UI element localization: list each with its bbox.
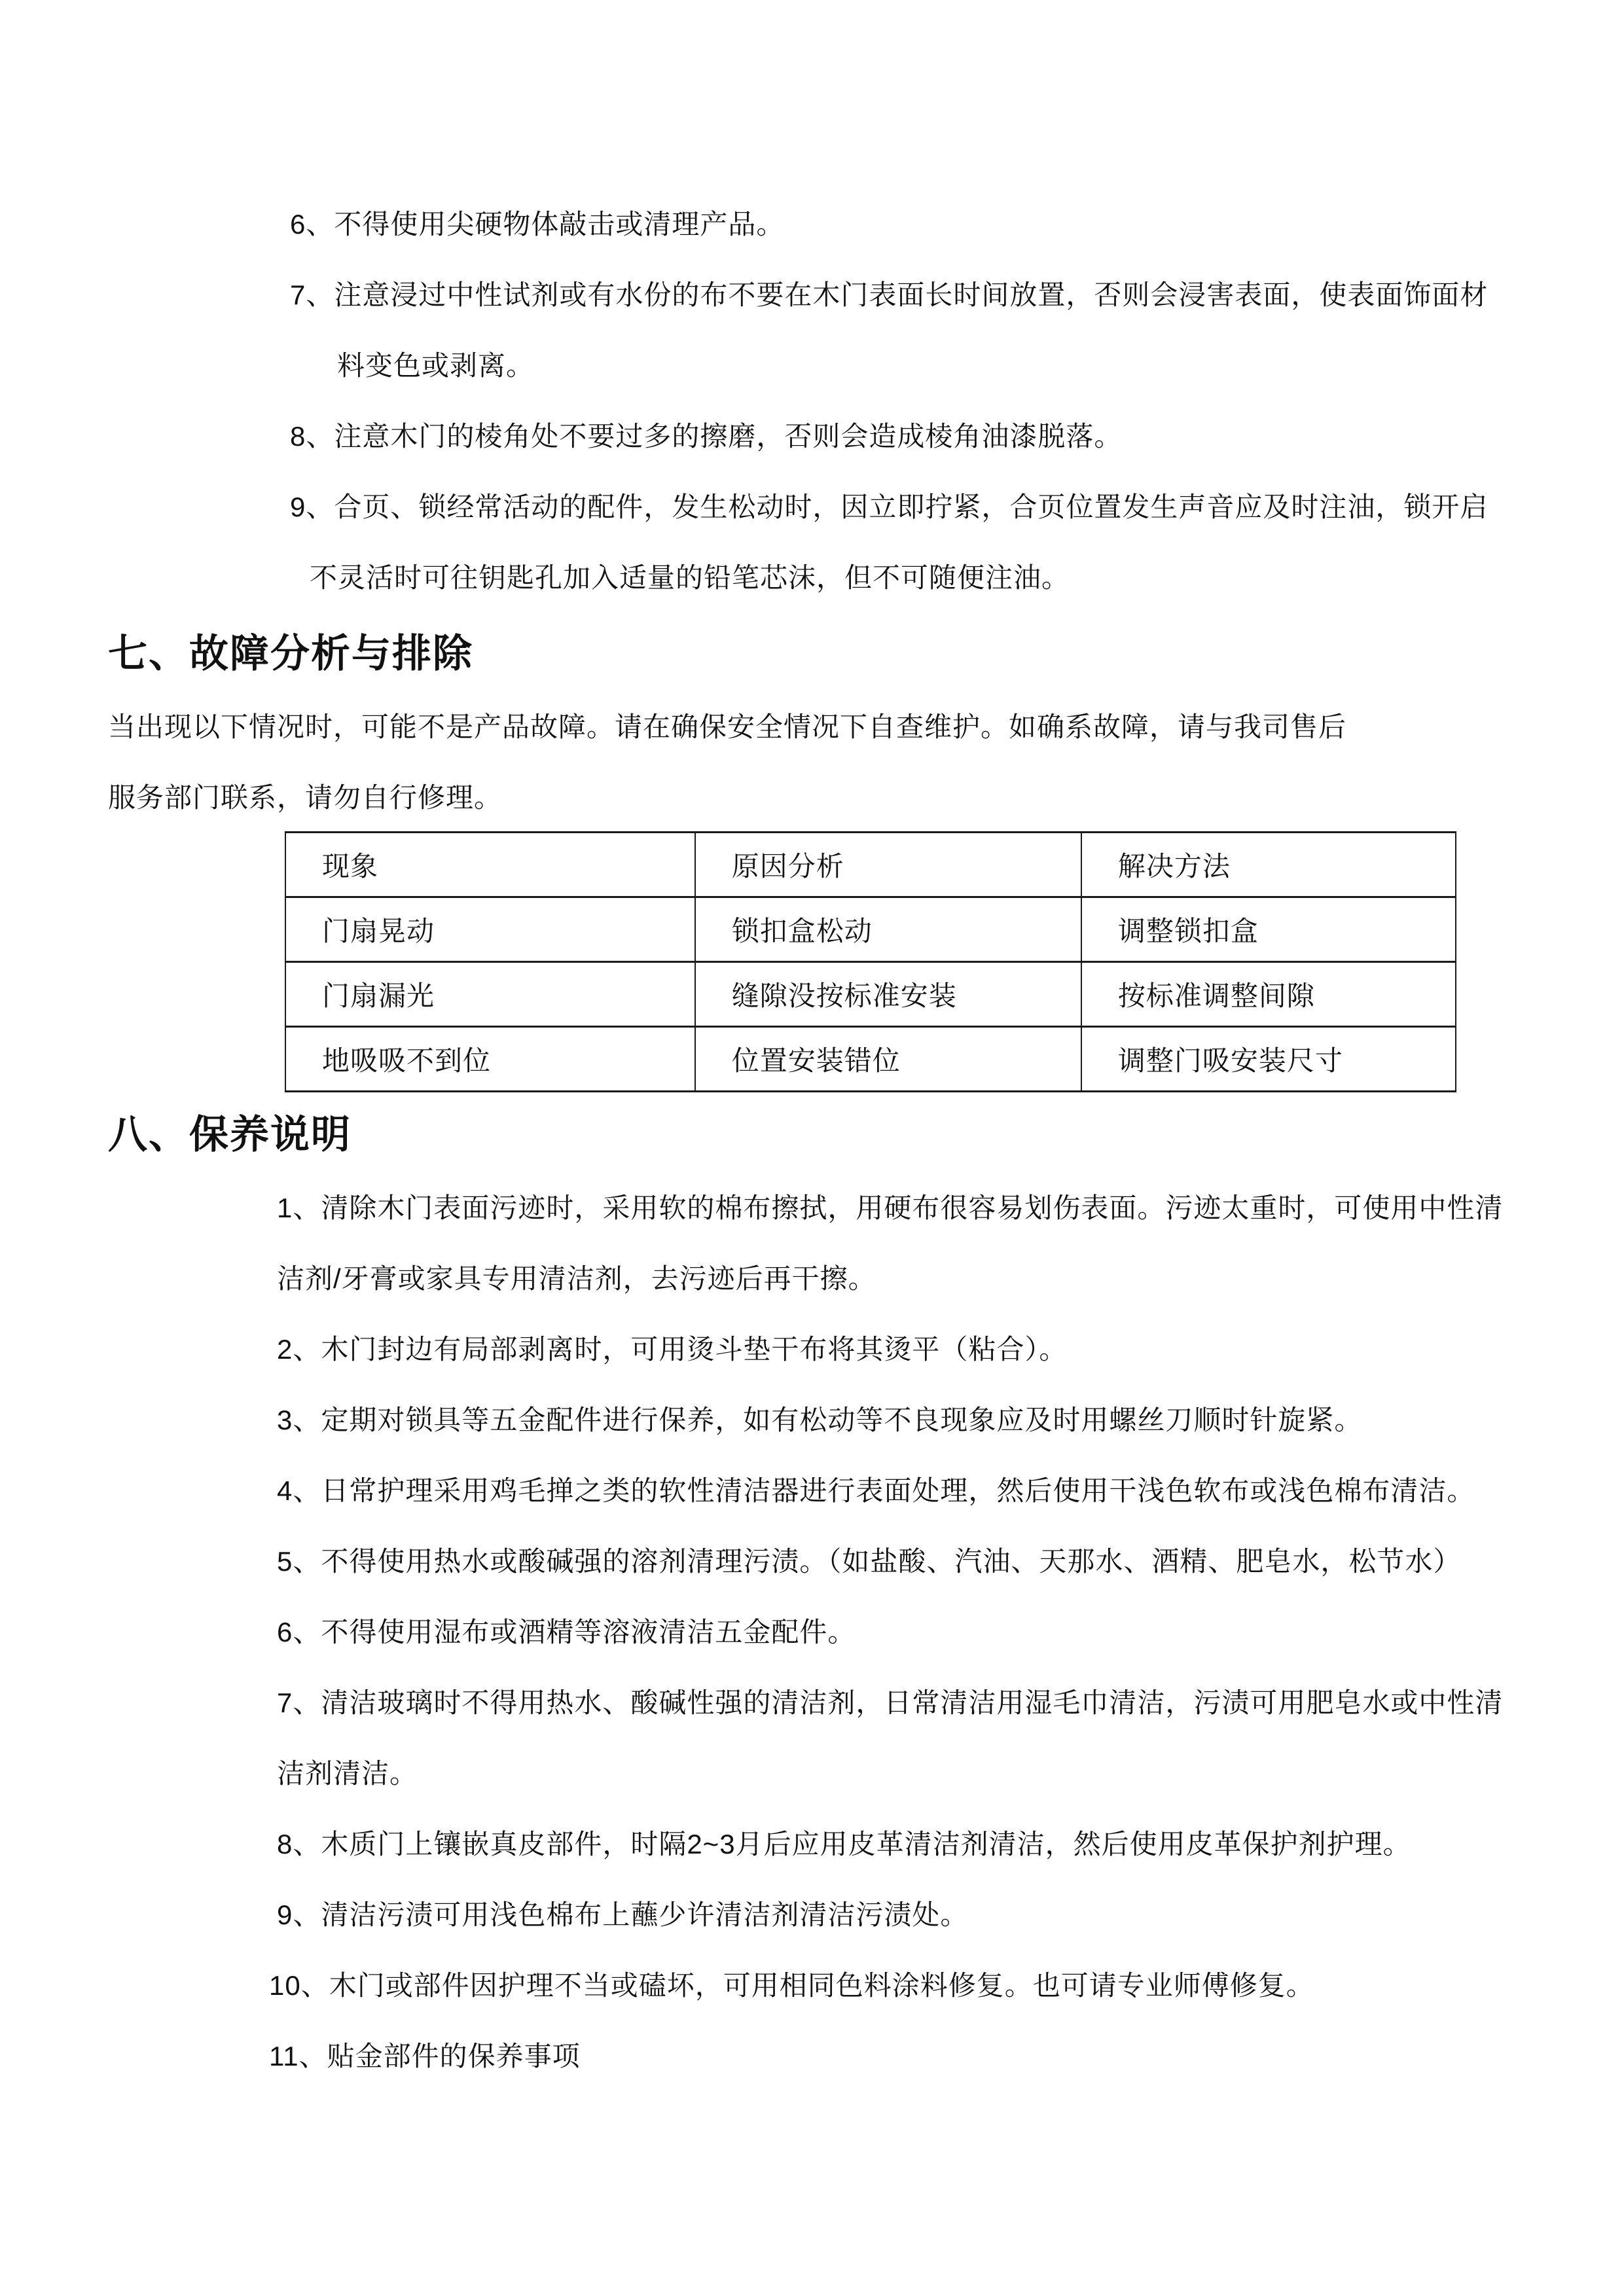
paragraph-line: 当出现以下情况时，可能不是产品故障。请在确保安全情况下自查维护。如确系故障，请与我司售后 bbox=[108, 711, 1347, 742]
list-line bbox=[108, 1454, 1516, 1524]
list-line bbox=[108, 1524, 1516, 1595]
list-line-text: 3、定期对锁具等五金配件进行保养，如有松动等不良现象应及时用螺丝刀顺时针旋紧。 bbox=[277, 1405, 1363, 1435]
fault-table-header bbox=[285, 833, 1456, 897]
header-cell-cause: 原因分析 bbox=[695, 833, 1081, 897]
cell-phenomenon: 地吸吸不到位 bbox=[285, 1027, 695, 1092]
list-line bbox=[108, 187, 1516, 258]
list-line-text: 9、合页、锁经常活动的配件，发生松动时，因立即拧紧，合页位置发生声音应及时注油，锁开启 bbox=[290, 492, 1489, 522]
list-line-text: 11、贴金部件的保养事项 bbox=[269, 2041, 581, 2072]
list-line-text: 2、木门封边有局部剥离时，可用烫斗垫干布将其烫平（粘合）。 bbox=[277, 1334, 1068, 1365]
cell-cause: 缝隙没按标准安装 bbox=[695, 962, 1081, 1027]
list-line-text: 8、木质门上镶嵌真皮部件，时隔2~3月后应用皮革清洁剂清洁，然后使用皮革保护剂护理。 bbox=[277, 1829, 1411, 1859]
list-line bbox=[108, 541, 1516, 611]
cell-phenomenon: 门扇漏光 bbox=[285, 962, 695, 1027]
section-fault-intro bbox=[108, 690, 1516, 831]
list-line-text: 洁剂清洁。 bbox=[277, 1758, 418, 1789]
list-line bbox=[108, 1595, 1516, 1666]
list-line-text: 1、清除木门表面污迹时，采用软的棉布擦拭，用硬布很容易划伤表面。污迹太重时，可使用中性清 bbox=[277, 1193, 1504, 1223]
list-line-text: 6、不得使用尖硬物体敲击或清理产品。 bbox=[290, 209, 785, 240]
table-row bbox=[285, 897, 1456, 962]
cell-phenomenon: 门扇晃动 bbox=[285, 897, 695, 962]
cell-solution: 按标准调整间隙 bbox=[1081, 962, 1456, 1027]
section-fault-heading: 七、故障分析与排除 bbox=[108, 632, 473, 675]
fault-analysis-table bbox=[285, 831, 1456, 1092]
list-line-text: 7、清洁玻璃时不得用热水、酸碱性强的清洁剂，日常清洁用湿毛巾清洁，污渍可用肥皂水或中性清 bbox=[277, 1687, 1504, 1718]
cell-solution: 调整门吸安装尺寸 bbox=[1081, 1027, 1456, 1092]
list-line-text: 洁剂/牙膏或家具专用清洁剂，去污迹后再干擦。 bbox=[277, 1263, 876, 1294]
list-line bbox=[108, 470, 1516, 541]
header-cell-solution: 解决方法 bbox=[1081, 833, 1456, 897]
header-cell-phenomenon: 现象 bbox=[285, 833, 695, 897]
list-line bbox=[108, 329, 1516, 399]
list-line-text: 不灵活时可往钥匙孔加入适量的铅笔芯沫，但不可随便注油。 bbox=[310, 562, 1070, 593]
cell-cause: 锁扣盒松动 bbox=[695, 897, 1081, 962]
list-line bbox=[108, 1807, 1516, 1878]
intro-numbered-list bbox=[108, 187, 1516, 611]
list-line-text: 9、清洁污渍可用浅色棉布上蘸少许清洁剂清洁污渍处。 bbox=[277, 1899, 969, 1930]
list-line-text: 7、注意浸过中性试剂或有水份的布不要在木门表面长时间放置，否则会浸害表面，使表面饰面材 bbox=[290, 279, 1489, 310]
cell-solution: 调整锁扣盒 bbox=[1081, 897, 1456, 962]
list-line bbox=[108, 1736, 1516, 1807]
table-header-row bbox=[285, 833, 1456, 897]
list-line bbox=[108, 1312, 1516, 1383]
cell-cause: 位置安装错位 bbox=[695, 1027, 1081, 1092]
list-line bbox=[108, 1666, 1516, 1736]
list-line bbox=[108, 1948, 1516, 2019]
list-line-text: 8、注意木门的棱角处不要过多的擦磨，否则会造成棱角油漆脱落。 bbox=[290, 421, 1123, 452]
list-line-text: 4、日常护理采用鸡毛掸之类的软性清洁器进行表面处理，然后使用干浅色软布或浅色棉布清洁。 bbox=[277, 1475, 1475, 1506]
list-line-text: 10、木门或部件因护理不当或磕坏，可用相同色料涂料修复。也可请专业师傅修复。 bbox=[269, 1970, 1314, 2001]
list-line bbox=[108, 1171, 1516, 1242]
table-row bbox=[285, 962, 1456, 1027]
table-row bbox=[285, 1027, 1456, 1092]
fault-table-body bbox=[285, 897, 1456, 1092]
list-line bbox=[108, 258, 1516, 329]
list-line-text: 料变色或剥离。 bbox=[337, 350, 535, 381]
list-line-text: 5、不得使用热水或酸碱强的溶剂清理污渍。（如盐酸、汽油、天那水、酒精、肥皂水，松节水） bbox=[277, 1546, 1462, 1577]
list-line bbox=[108, 1383, 1516, 1454]
list-line bbox=[108, 1242, 1516, 1312]
list-line-text: 6、不得使用湿布或酒精等溶液清洁五金配件。 bbox=[277, 1617, 856, 1647]
list-line bbox=[108, 1878, 1516, 1948]
care-numbered-list bbox=[108, 1171, 1516, 2090]
paragraph-line: 服务部门联系，请勿自行修理。 bbox=[108, 782, 503, 813]
section-care-heading: 八、保养说明 bbox=[108, 1113, 352, 1157]
list-line bbox=[108, 399, 1516, 470]
list-line bbox=[108, 2019, 1516, 2090]
